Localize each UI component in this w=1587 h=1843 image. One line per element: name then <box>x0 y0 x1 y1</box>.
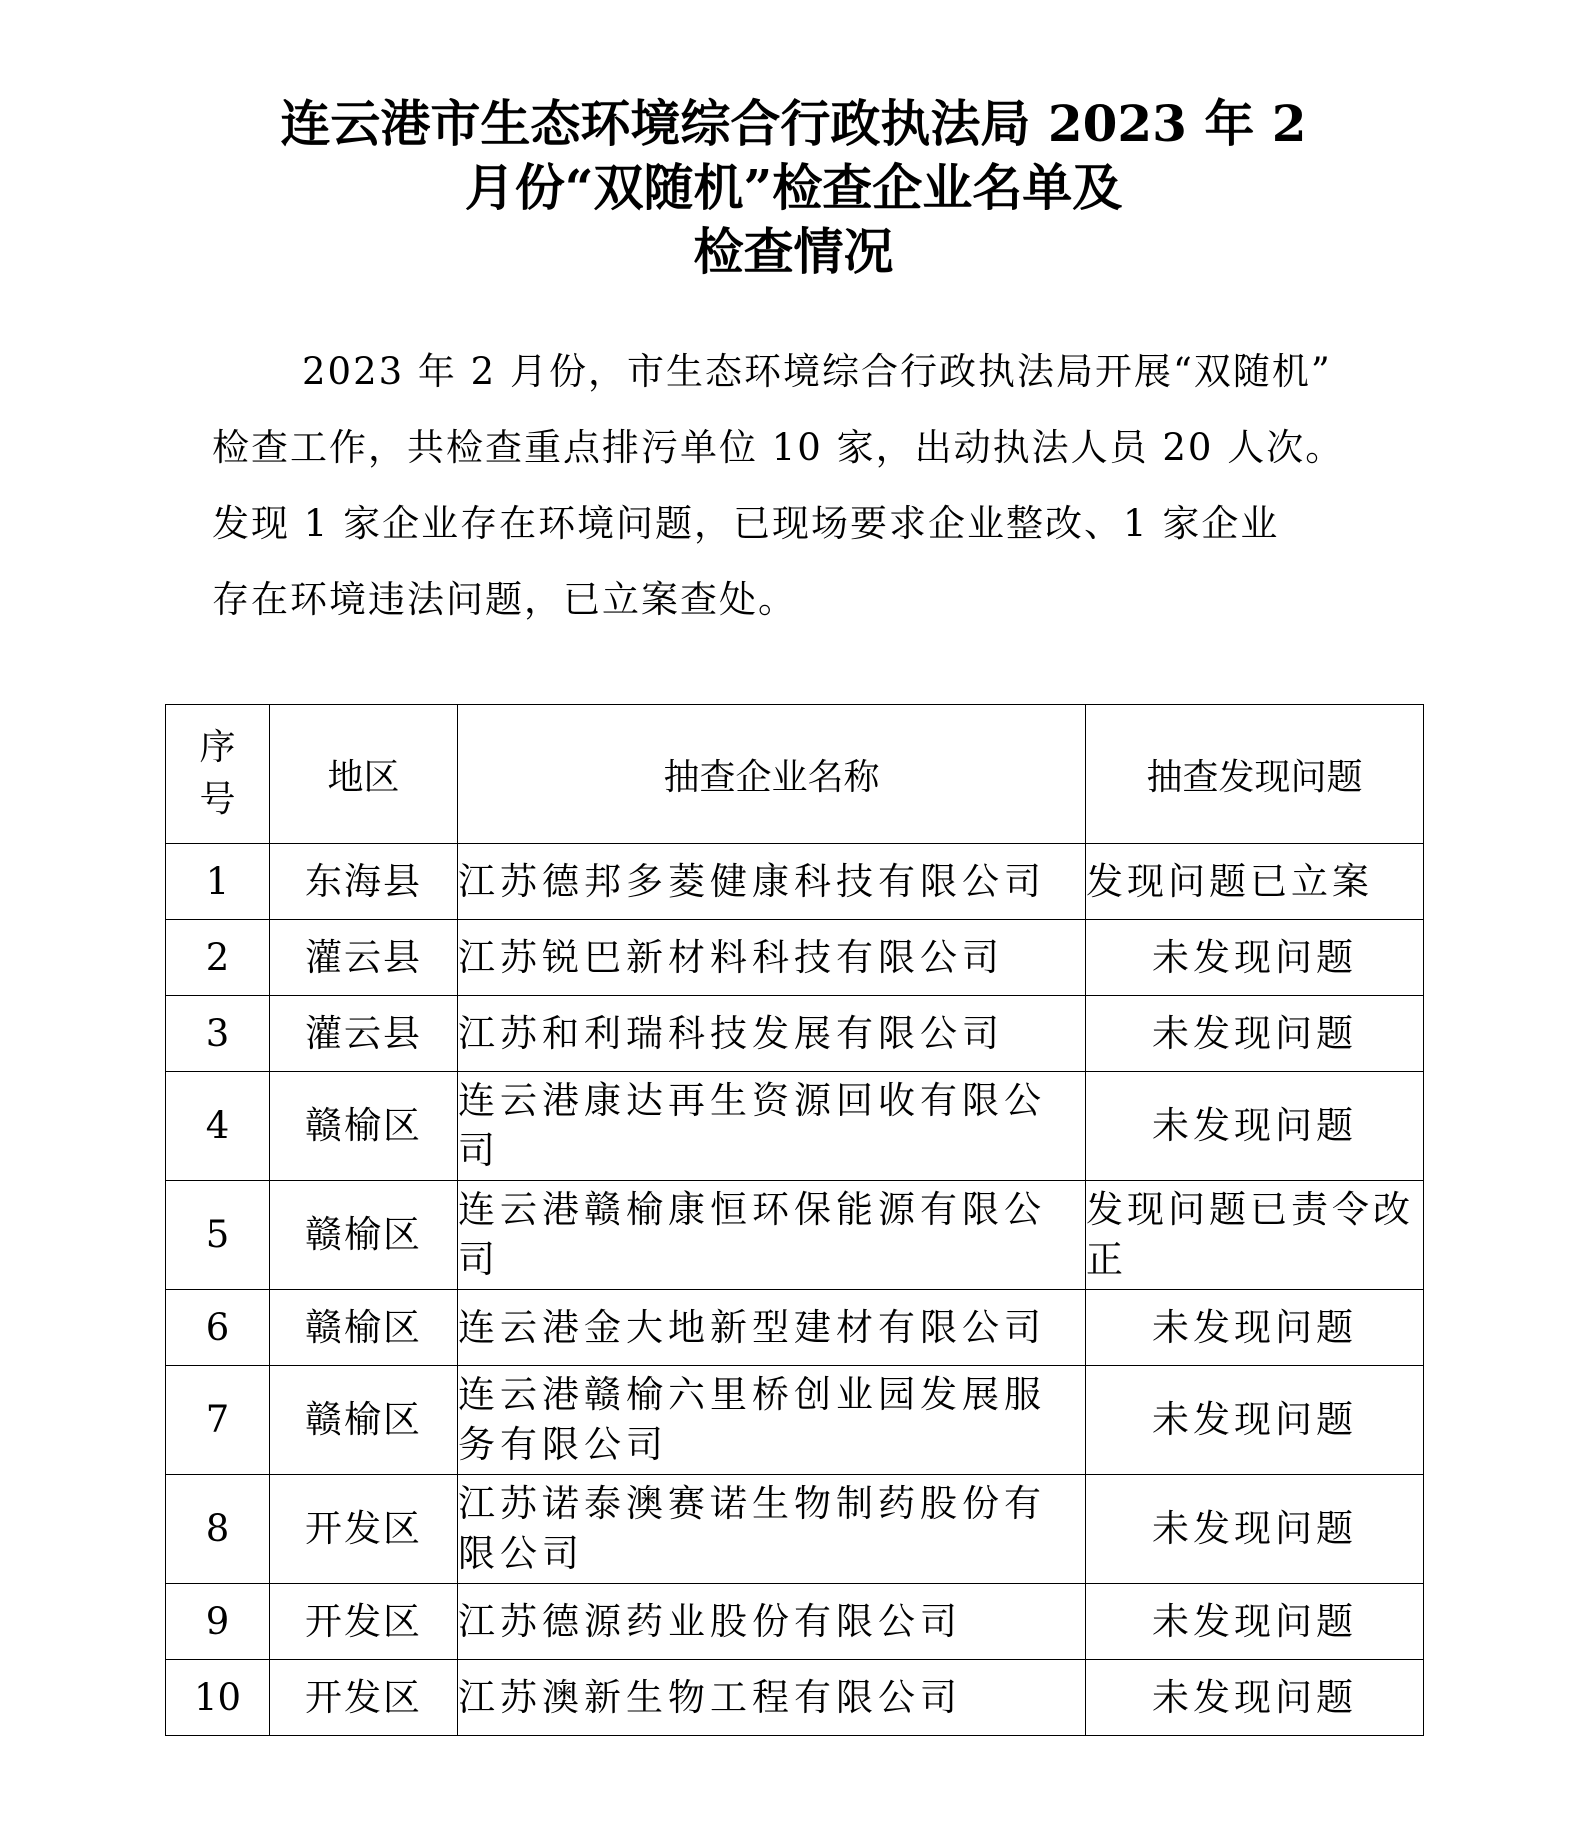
row-issue: 未发现问题 <box>1086 1660 1424 1736</box>
row-company: 江苏澳新生物工程有限公司 <box>458 1660 1086 1736</box>
intro-line-3: 发现 1 家企业存在环境问题，已现场要求企业整改、1 家企业 <box>212 502 1280 545</box>
table-row <box>166 1181 1424 1290</box>
row-issue: 未发现问题 <box>1086 1366 1424 1475</box>
row-no: 6 <box>166 1290 270 1366</box>
row-no: 9 <box>166 1584 270 1660</box>
row-issue: 未发现问题 <box>1086 1584 1424 1660</box>
row-area: 开发区 <box>270 1584 458 1660</box>
title-line-2: 月份“双随机”检查企业名单及 <box>464 158 1123 217</box>
row-area: 开发区 <box>270 1475 458 1584</box>
intro-paragraph <box>212 334 1392 638</box>
header-seq: 序号 <box>166 705 270 844</box>
row-company: 连云港金大地新型建材有限公司 <box>458 1290 1086 1366</box>
table-row <box>166 1366 1424 1475</box>
row-company: 江苏诺泰澳赛诺生物制药股份有限公司 <box>458 1475 1086 1584</box>
row-no: 3 <box>166 996 270 1072</box>
row-area: 开发区 <box>270 1660 458 1736</box>
table-row <box>166 996 1424 1072</box>
table-row <box>166 844 1424 920</box>
row-area: 赣榆区 <box>270 1290 458 1366</box>
row-area: 赣榆区 <box>270 1072 458 1181</box>
row-issue: 未发现问题 <box>1086 920 1424 996</box>
header-company: 抽查企业名称 <box>458 705 1086 844</box>
header-issue: 抽查发现问题 <box>1086 705 1424 844</box>
row-company: 连云港赣榆康恒环保能源有限公司 <box>458 1181 1086 1290</box>
row-issue: 未发现问题 <box>1086 1475 1424 1584</box>
inspection-table <box>165 704 1424 1736</box>
row-no: 7 <box>166 1366 270 1475</box>
row-no: 8 <box>166 1475 270 1584</box>
intro-line-1: 2023 年 2 月份，市生态环境综合行政执法局开展“双随机” <box>302 350 1332 393</box>
row-area: 赣榆区 <box>270 1181 458 1290</box>
row-company: 江苏德源药业股份有限公司 <box>458 1584 1086 1660</box>
document-title <box>0 92 1587 284</box>
table-row <box>166 1072 1424 1181</box>
row-company: 连云港赣榆六里桥创业园发展服务有限公司 <box>458 1366 1086 1475</box>
row-area: 东海县 <box>270 844 458 920</box>
header-area: 地区 <box>270 705 458 844</box>
table-row <box>166 1660 1424 1736</box>
title-line-1: 连云港市生态环境综合行政执法局 2023 年 2 <box>280 94 1307 153</box>
table-row <box>166 1475 1424 1584</box>
row-no: 2 <box>166 920 270 996</box>
intro-line-4: 存在环境违法问题，已立案查处。 <box>212 578 797 621</box>
row-no: 10 <box>166 1660 270 1736</box>
row-company: 江苏锐巴新材料科技有限公司 <box>458 920 1086 996</box>
intro-line-2: 检查工作，共检查重点排污单位 10 家，出动执法人员 20 人次。 <box>212 426 1345 469</box>
row-company: 江苏德邦多菱健康科技有限公司 <box>458 844 1086 920</box>
row-issue: 未发现问题 <box>1086 1072 1424 1181</box>
row-area: 灌云县 <box>270 996 458 1072</box>
row-issue: 未发现问题 <box>1086 996 1424 1072</box>
row-issue: 发现问题已责令改正 <box>1086 1181 1424 1290</box>
row-issue: 发现问题已立案 <box>1086 844 1424 920</box>
table-row <box>166 1584 1424 1660</box>
title-line-3: 检查情况 <box>693 222 894 281</box>
row-company: 江苏和利瑞科技发展有限公司 <box>458 996 1086 1072</box>
row-issue: 未发现问题 <box>1086 1290 1424 1366</box>
row-no: 5 <box>166 1181 270 1290</box>
row-no: 4 <box>166 1072 270 1181</box>
table-row <box>166 1290 1424 1366</box>
row-no: 1 <box>166 844 270 920</box>
row-company: 连云港康达再生资源回收有限公司 <box>458 1072 1086 1181</box>
row-area: 灌云县 <box>270 920 458 996</box>
row-area: 赣榆区 <box>270 1366 458 1475</box>
table-row <box>166 920 1424 996</box>
table-header-row <box>166 705 1424 844</box>
